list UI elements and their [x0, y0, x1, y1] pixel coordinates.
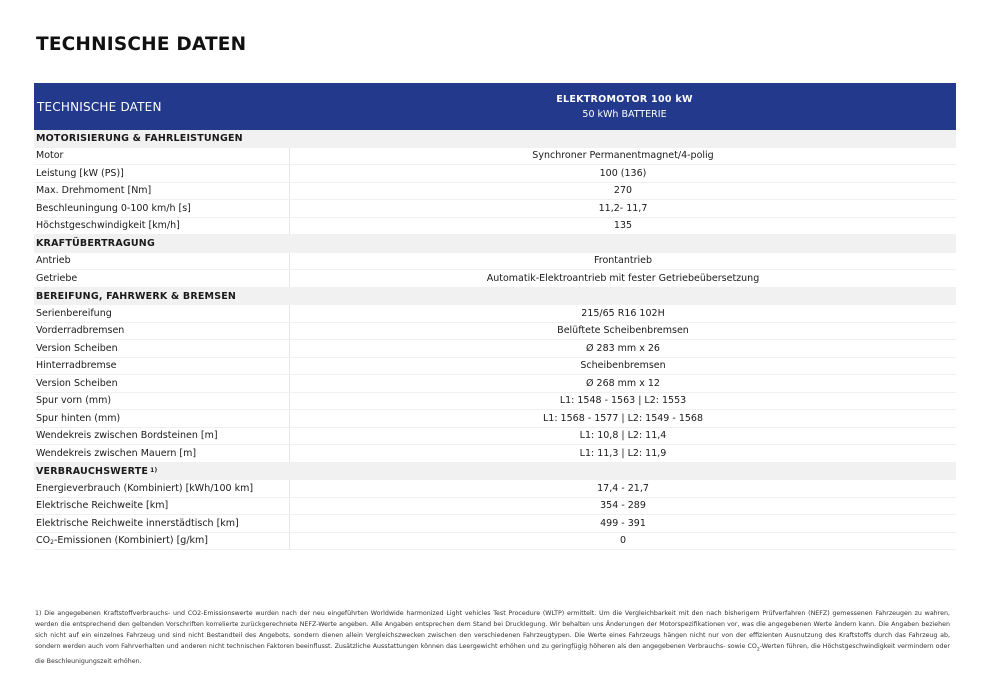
spec-label: Serienbereifung [34, 305, 290, 322]
spec-value: 17,4 - 21,7 [597, 482, 649, 494]
spec-value: L1: 1568 - 1577 | L2: 1549 - 1568 [543, 412, 703, 424]
spec-label: Spur vorn (mm) [34, 393, 290, 410]
spec-value: Frontantrieb [593, 255, 653, 267]
spec-value: 0 [619, 535, 627, 547]
spec-label: Version Scheiben [34, 340, 290, 357]
spec-label: Spur hinten (mm) [34, 410, 290, 427]
spec-row [34, 375, 956, 393]
spec-row [34, 480, 956, 498]
spec-label-co2: CO 2 -Emissionen (Kombiniert) [g/km] [34, 533, 290, 550]
spec-label: Version Scheiben [34, 375, 290, 392]
spec-row [34, 218, 956, 236]
spec-row [34, 165, 956, 183]
page-title: TECHNISCHE DATEN [36, 34, 247, 55]
spec-value: Synchroner Permanentmagnet/4-polig [532, 150, 714, 162]
spec-table [34, 83, 956, 550]
spec-value: L1: 11,3 | L2: 11,9 [579, 447, 667, 459]
spec-value: 270 [613, 185, 633, 197]
variant-battery: 50 kWh BATTERIE [582, 108, 667, 120]
section-header: VERBRAUCHSWERTE $^{1)}$ [34, 463, 956, 481]
section-header: BEREIFUNG, FAHRWERK & BREMSEN [34, 288, 956, 306]
table-header [34, 83, 956, 130]
footnote-marker: 1) [150, 466, 158, 474]
spec-row [34, 410, 956, 428]
spec-row [34, 183, 956, 201]
spec-row-co2 [34, 533, 956, 551]
spec-value: 11,2- 11,7 [598, 202, 648, 214]
spec-row [34, 428, 956, 446]
spec-row [34, 498, 956, 516]
spec-row [34, 270, 956, 288]
spec-row [34, 393, 956, 411]
spec-value: Automatik-Elektroantrieb mit fester Getriebeübersetzung [486, 272, 760, 284]
spec-value: 499 - 391 [600, 517, 646, 529]
spec-value: Ø 283 mm x 26 [586, 342, 660, 354]
spec-row [34, 253, 956, 271]
spec-row [34, 200, 956, 218]
spec-row [34, 340, 956, 358]
spec-label: Wendekreis zwischen Bordsteinen [m] [34, 428, 290, 445]
spec-label: Leistung [kW (PS)] [34, 165, 290, 182]
spec-value: 215/65 R16 102H [581, 307, 665, 319]
spec-row [34, 323, 956, 341]
spec-label: Energieverbrauch (Kombiniert) [kWh/100 km] [34, 480, 290, 497]
spec-row [34, 148, 956, 166]
spec-label: Beschleuningung 0-100 km/h [s] [34, 200, 290, 217]
spec-value: L1: 1548 - 1563 | L2: 1553 [559, 395, 687, 407]
spec-value: 135 [613, 220, 633, 232]
spec-row [34, 445, 956, 463]
spec-label: Höchstgeschwindigkeit [km/h] [34, 218, 290, 235]
spec-label: Wendekreis zwischen Mauern [m] [34, 445, 290, 462]
spec-value: L1: 10,8 | L2: 11,4 [579, 430, 667, 442]
spec-label: Max. Drehmoment [Nm] [34, 183, 290, 200]
spec-label: Hinterradbremse [34, 358, 290, 375]
spec-label: Vorderradbremsen [34, 323, 290, 340]
spec-label: Elektrische Reichweite innerstädtisch [km] [34, 515, 290, 532]
section-header: MOTORISIERUNG & FAHRLEISTUNGEN [34, 130, 956, 148]
spec-label: Antrieb [34, 253, 290, 270]
spec-label: Getriebe [34, 270, 290, 287]
spec-label: Motor [34, 148, 290, 165]
table-header-label: TECHNISCHE DATEN [37, 99, 162, 114]
section-header: KRAFTÜBERTRAGUNG [34, 235, 956, 253]
spec-row [34, 305, 956, 323]
spec-value: Ø 268 mm x 12 [586, 377, 660, 389]
spec-row [34, 515, 956, 533]
spec-value: Belüftete Scheibenbremsen [557, 325, 689, 337]
variant-header [293, 83, 956, 130]
spec-value: 100 (136) [599, 167, 647, 179]
footnote: 1) Die angegebenen Kraftstoffverbrauchs- und CO2-Emissionswerte wurden nach der neu eingeführten Worldwide harmonized Light vehicles Test Procedure (WLTP) ermittelt. Um die Vergleichbarkeit mit den nach bisherigem Prüfverfahren (NEFZ) gemessenen Fahrzeugen zu wahren, werden die entsprechend den geltenden Vorschriften korrelierte zurückgerechnete NEFZ-Werte angeben. Alle Angaben entsprechen dem Stand bei Drucklegung. Wir behalten uns Änderungen der Motorspezifikationen vor, was die angegebenen Werte ändern kann. Die Angaben beziehen sich nicht auf ein einzelnes Fahrzeug und sind nicht Bestandteil des Angebots, sondern dienen allein Vergleichszwecken zwischen den verschiedenen Fahrzeugtypen. Die Werte eines Fahrzeugs hängen nicht nur von der effizienten Ausnutzung des Kraftstoffs durch das Fahrzeug ab, sondern werden auch vom Fahrverhalten und anderen nicht technischen Faktoren beeinflusst. Zusätzliche Ausstattungen können das Leergewicht erhöhen und zu geringfügig höheren als den angegebenen Verbrauchs- sowie $CO_2$-Werten führen, die Höchstgeschwindigkeit vermindern oder die Beschleunigungszeit erhöhen. [35, 610, 950, 665]
spec-row [34, 358, 956, 376]
spec-label: Elektrische Reichweite [km] [34, 498, 290, 515]
spec-value: Scheibenbremsen [580, 360, 666, 372]
variant-motor: ELEKTROMOTOR 100 kW [556, 93, 693, 105]
spec-value: 354 - 289 [600, 500, 646, 512]
